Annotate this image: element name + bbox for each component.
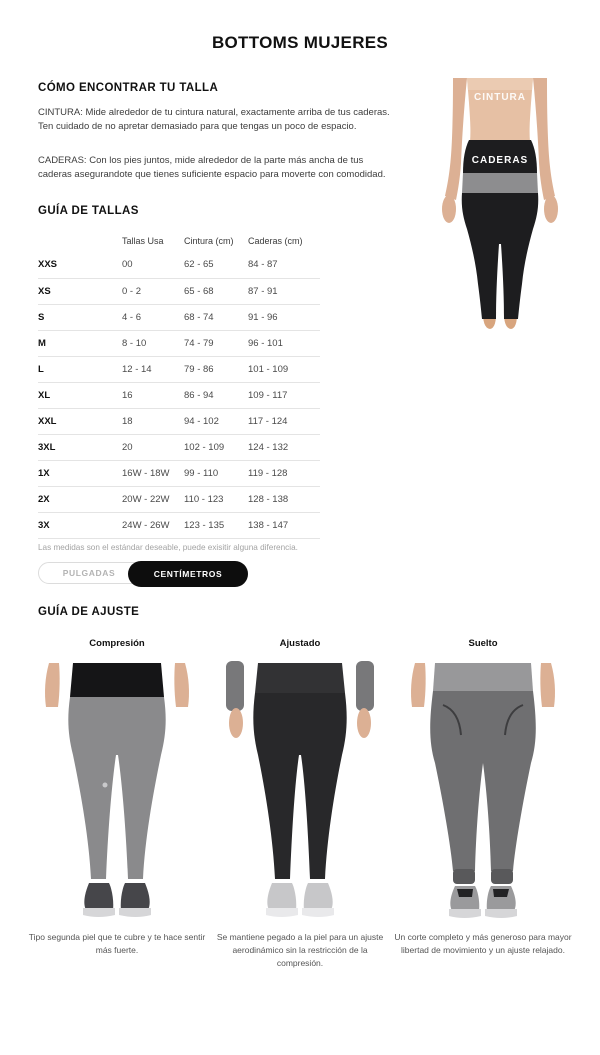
measurement-figure-image — [422, 78, 578, 337]
usa-cell: 8 - 10 — [122, 337, 147, 349]
fit-item-label: Ajustado — [279, 638, 321, 649]
fit-guide-row — [0, 638, 600, 971]
table-row — [38, 252, 320, 278]
cintura-cell: 62 - 65 — [184, 259, 214, 271]
size-cell: S — [38, 311, 45, 323]
loose-figure-image — [403, 657, 563, 925]
fitted-figure-image — [220, 657, 380, 925]
size-cell: XXL — [38, 415, 57, 427]
compression-figure-image — [37, 657, 197, 925]
right-shoe-sole — [119, 908, 151, 917]
col-header-usa: Tallas Usa — [122, 236, 164, 246]
caderas-cell: 128 - 138 — [248, 493, 289, 505]
right-shoe-laces — [493, 889, 509, 897]
table-row — [38, 382, 320, 408]
size-cell: 3X — [38, 519, 50, 531]
cintura-cell: 94 - 102 — [184, 415, 219, 427]
left-shoe-sole — [266, 908, 298, 917]
col-header-caderas: Caderas (cm) — [248, 236, 303, 246]
usa-cell: 0 - 2 — [122, 285, 142, 297]
left-cuff-shape — [453, 869, 475, 884]
fit-item-caption: Un corte completo y más generoso para mayor libertad de movimiento y un ajuste relajado. — [394, 932, 572, 956]
size-cell: XS — [38, 285, 51, 297]
caderas-cell: 138 - 147 — [248, 519, 289, 531]
caderas-cell: 91 - 96 — [248, 311, 278, 323]
usa-cell: 00 — [122, 259, 133, 271]
table-row — [38, 408, 320, 434]
tight-leggings-shape — [68, 697, 165, 879]
left-hand-shape — [45, 663, 60, 707]
table-row — [38, 330, 320, 356]
shirt-hem-shape — [433, 663, 533, 691]
table-row — [38, 304, 320, 330]
size-table — [38, 230, 320, 539]
caderas-cell: 87 - 91 — [248, 285, 278, 297]
fitted-pants-shape — [253, 693, 346, 879]
fit-item-caption: Tipo segunda piel que te cubre y te hace sentir más fuerte. — [28, 932, 206, 956]
table-row — [38, 486, 320, 512]
fit-item-ajustado — [209, 638, 391, 971]
usa-cell: 20 — [122, 441, 133, 453]
col-header-size — [38, 230, 122, 252]
unit-toggle-centimetros-button[interactable]: CENTÍMETROS — [128, 561, 248, 587]
unit-toggle-pulgadas-button[interactable]: PULGADAS — [39, 563, 139, 583]
usa-cell: 16 — [122, 389, 133, 401]
table-row — [38, 512, 320, 538]
cintura-label: CINTURA — [474, 92, 526, 103]
usa-cell: 18 — [122, 415, 133, 427]
size-cell: 1X — [38, 467, 50, 479]
table-row — [38, 278, 320, 304]
unit-toggle[interactable] — [38, 562, 248, 584]
size-table-note: Las medidas son el estándar deseable, puede exisitir alguna diferencia. — [38, 543, 298, 552]
left-hand-shape — [442, 195, 456, 223]
right-hand-shape — [357, 708, 371, 738]
right-hand-shape — [174, 663, 189, 707]
size-cell: 2X — [38, 493, 50, 505]
measurement-figure-svg — [422, 78, 578, 332]
fit-item-caption: Se mantiene pegado a la piel para un ajuste aerodinámico sin la restricción de la compresión. — [216, 932, 384, 969]
jogger-pants-shape — [430, 691, 536, 871]
left-shoe-upper — [84, 883, 113, 910]
caderas-paragraph: CADERAS: Con los pies juntos, mide alrededor de la parte más ancha de tus caderas asegurandote que tienes suficiente espacio para moverte con comodidad. — [38, 155, 386, 181]
cintura-cell: 102 - 109 — [184, 441, 225, 453]
right-shoe-sole — [485, 909, 517, 918]
caderas-cell: 119 - 128 — [248, 467, 288, 479]
fit-item-label: Suelto — [468, 638, 498, 649]
right-shoe-upper — [304, 883, 333, 910]
right-shoe-sole — [302, 908, 334, 917]
caderas-cell: 101 - 109 — [248, 363, 289, 375]
right-hand-shape — [544, 195, 558, 223]
usa-cell: 4 - 6 — [122, 311, 142, 323]
usa-cell: 12 - 14 — [122, 363, 152, 375]
hip-stripe-shape — [462, 173, 538, 193]
cintura-cell: 86 - 94 — [184, 389, 214, 401]
cintura-cell: 68 - 74 — [184, 311, 214, 323]
caderas-cell: 124 - 132 — [248, 441, 289, 453]
caderas-cell: 109 - 117 — [248, 389, 288, 401]
table-row — [38, 356, 320, 382]
cintura-paragraph: CINTURA: Mide alrededor de tu cintura natural, exactamente arriba de tus caderas. Ten cuidado de no apretar demasiado para que tengas un poco de espacio. — [38, 107, 390, 133]
col-header-cintura: Cintura (cm) — [184, 236, 234, 246]
left-hand-shape — [411, 663, 426, 707]
usa-cell: 24W - 26W — [122, 519, 170, 531]
right-hand-shape — [540, 663, 555, 707]
right-shoe-upper — [121, 883, 150, 910]
cintura-cell: 65 - 68 — [184, 285, 214, 297]
size-cell: XXS — [38, 259, 58, 271]
fit-item-label: Compresión — [89, 638, 145, 649]
left-shoe-laces — [457, 889, 473, 897]
fit-item-suelto — [392, 638, 574, 971]
usa-cell: 20W - 22W — [122, 493, 170, 505]
waistband-shape — [255, 663, 345, 693]
usa-cell: 16W - 18W — [122, 467, 170, 479]
fit-guide-heading: GUÍA DE AJUSTE — [38, 606, 140, 618]
cintura-cell: 123 - 135 — [184, 519, 225, 531]
torso-highlight — [467, 78, 533, 90]
cintura-cell: 79 - 86 — [184, 363, 214, 375]
table-row — [38, 460, 320, 486]
left-sleeve-shape — [226, 661, 244, 711]
how-to-heading: CÓMO ENCONTRAR TU TALLA — [38, 82, 219, 94]
size-cell: 3XL — [38, 441, 56, 453]
cintura-cell: 110 - 123 — [184, 493, 224, 505]
size-cell: XL — [38, 389, 51, 401]
right-sleeve-shape — [356, 661, 374, 711]
table-row — [38, 434, 320, 460]
left-shoe-sole — [83, 908, 115, 917]
cintura-cell: 99 - 110 — [184, 467, 219, 479]
left-hand-shape — [229, 708, 243, 738]
left-shoe-sole — [449, 909, 481, 918]
size-guide-heading: GUÍA DE TALLAS — [38, 205, 139, 217]
brand-logo-mark — [103, 783, 108, 788]
cintura-cell: 74 - 79 — [184, 337, 214, 349]
caderas-label: CADERAS — [471, 155, 529, 166]
right-cuff-shape — [491, 869, 513, 884]
caderas-cell: 84 - 87 — [248, 259, 278, 271]
size-table-body — [38, 252, 320, 538]
size-table-header-row — [38, 230, 320, 252]
fit-item-compresion — [26, 638, 208, 971]
waistband-shape — [70, 663, 164, 697]
leggings-shape — [462, 193, 539, 319]
caderas-cell: 96 - 101 — [248, 337, 283, 349]
page-title: BOTTOMS MUJERES — [211, 33, 389, 52]
size-cell: M — [38, 337, 46, 349]
caderas-cell: 117 - 124 — [248, 415, 288, 427]
size-cell: L — [38, 363, 44, 375]
left-shoe-upper — [267, 883, 296, 910]
